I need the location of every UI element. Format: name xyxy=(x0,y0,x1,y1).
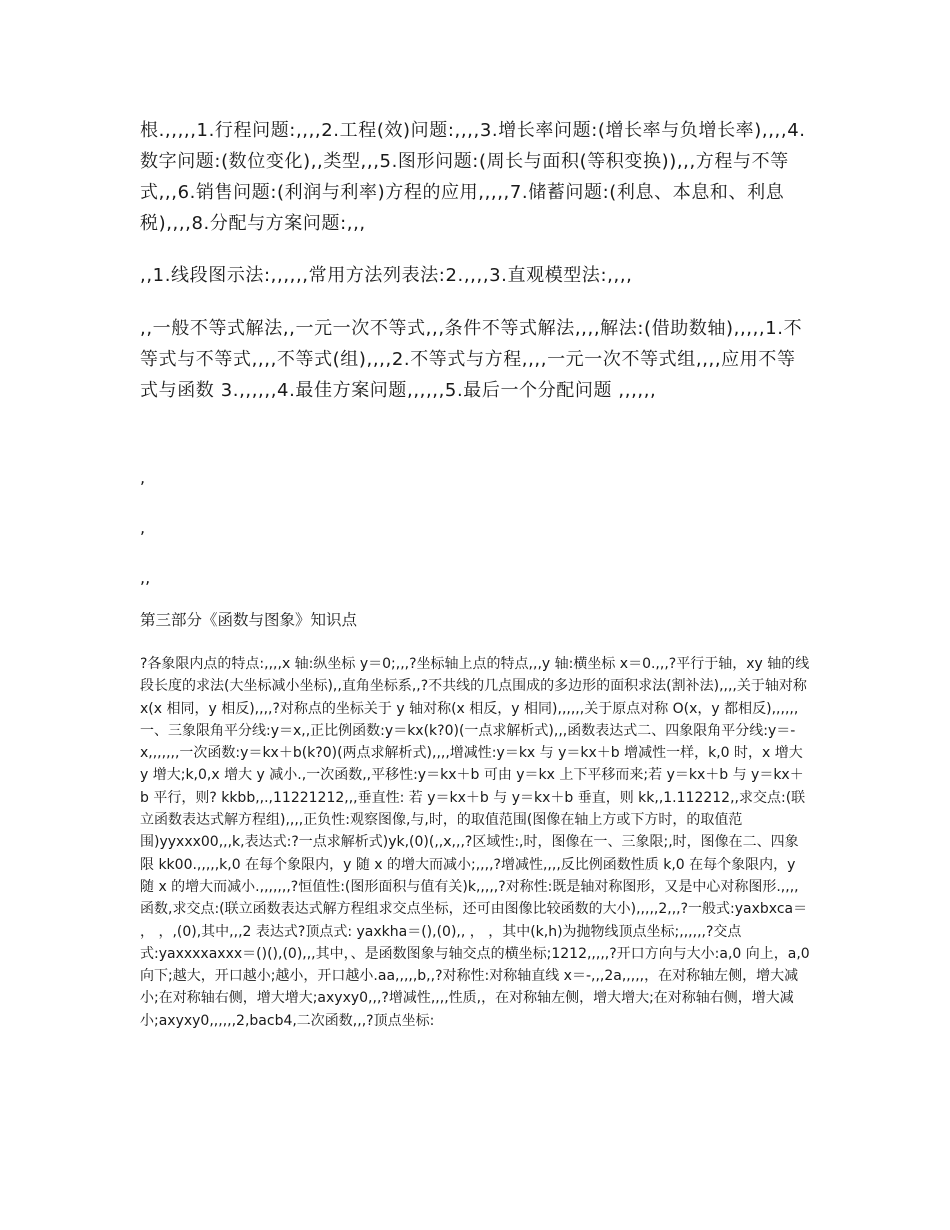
stray-comma-mark: , xyxy=(140,518,146,537)
paragraph-common-methods: ,,1.线段图示法:,,,,,,常用方法列表法:2.,,,,3.直观模型法:,,,, xyxy=(140,265,633,286)
stray-comma-mark: , xyxy=(140,468,146,487)
stray-comma-mark: ,, xyxy=(140,568,151,587)
paragraph-equation-applications: 根.,,,,,1.行程问题:,,,,2.工程(效)问题:,,,,3.增长率问题:(增长率与负增长率),,,,4.数字问题:(数位变化),,类型,,,5.图形问题:(周长与面积(等积变换)),,,方程与不等式,,,6.销售问题:(利润与利率)方程的应用,,,,,7.储蓄问题:(利息、本息和、利息税),,,,8.分配与方案问题:,,, xyxy=(140,120,806,234)
paragraph-function-graph-knowledge: ?各象限内点的特点:,,,,x 轴:纵坐标 y＝0;,,,?坐标轴上点的特点,,,y 轴:横坐标 x＝0.,,,?平行于轴，xy 轴的线段长度的求法(大坐标减小坐标),,直角坐标系,,?不共线的几点围成的多边形的面积求法(割补法),,,,关于轴对称 x(x 相同，y 相反),,,,?对称点的坐标关于 y 轴对称(x 相反，y 相同),,,,,,关于原点对称 O(x，y 都相反),,,,,,一、三象限角平分线:y＝x,,正比例函数:y＝kx(k?0)(一点求解析式),,,函数表达式二、四象限角平分线:y＝-x,,,,,,,一次函数:y＝kx＋b(k?0)(两点求解析式),,,,增减性:y＝kx 与 y＝kx＋b 增减性一样，k,0 时，x 增大 y 增大;k,0,x 增大 y 减小.,一次函数,,平移性:y＝kx＋b 可由 y＝kx 上下平移而来;若 y＝kx＋b 与 y＝kx＋b 平行，则? kkbb,,.,11221212,,,垂直性: 若 y＝kx＋b 与 y＝kx＋b 垂直，则 kk,,1.112212,,求交点:(联立函数表达式解方程组),,,,正负性:观察图像,与,时，的取值范围(图像在轴上方或下方时，的取值范围)yyxxx00,,,k,表达式:?一点求解析式)yk,(0)(,,x,,,?区域性:,时，图像在一、三象限;,时，图像在二、四象限 kk00.,,,,,k,0 在每个象限内，y 随 x 的增大而减小;,,,,?增减性,,,,反比例函数性质 k,0 在每个象限内，y 随 x 的增大而减小.,,,,,,,?恒值性:(图形面积与值有关)k,,,,,?对称性:既是轴对称图形，又是中心对称图形.,,,,函数,求交点:(联立函数表达式解方程组求交点坐标，还可由图像比较函数的大小),,,,,2,,,?一般式:yaxbxca＝ ， ，,(0),其中,,,2 表达式?顶点式: yaxkha＝(),(0),, ， ，其中(k,h)为抛物线顶点坐标;,,,,,,?交点式:yaxxxxaxxx＝()(),(0),,,其中，、是函数图象与轴交点的横坐标;1212,,,,,?开口方向与大小:a,0 向上，a,0 向下;越大，开口越小;越小，开口越小.aa,,,,,b,,?对称性:对称轴直线 x＝-,,,2a,,,,,，在对称轴左侧，增大减小;在对称轴右侧，增大增大;axyxy0,,,?增减性,,,,性质,，在对称轴左侧，增大增大;在对称轴右侧，增大减小;axyxy0,,,,,,2,bacb4,二次函数,,,?顶点坐标: xyxy=(140,656,810,1029)
paragraph-inequality-methods: ,,一般不等式解法,,一元一次不等式,,,条件不等式解法,,,,解法:(借助数轴),,,,,1.不等式与不等式,,,,不等式(组),,,,2.不等式与方程,,,,一元一次不等式组,,,,应用不等式与函数 3.,,,,,,4.最佳方案问题,,,,,,5.最后一个分配问题 ,,,,,, xyxy=(140,318,803,401)
section-title: 第三部分《函数与图象》知识点 xyxy=(140,611,358,629)
